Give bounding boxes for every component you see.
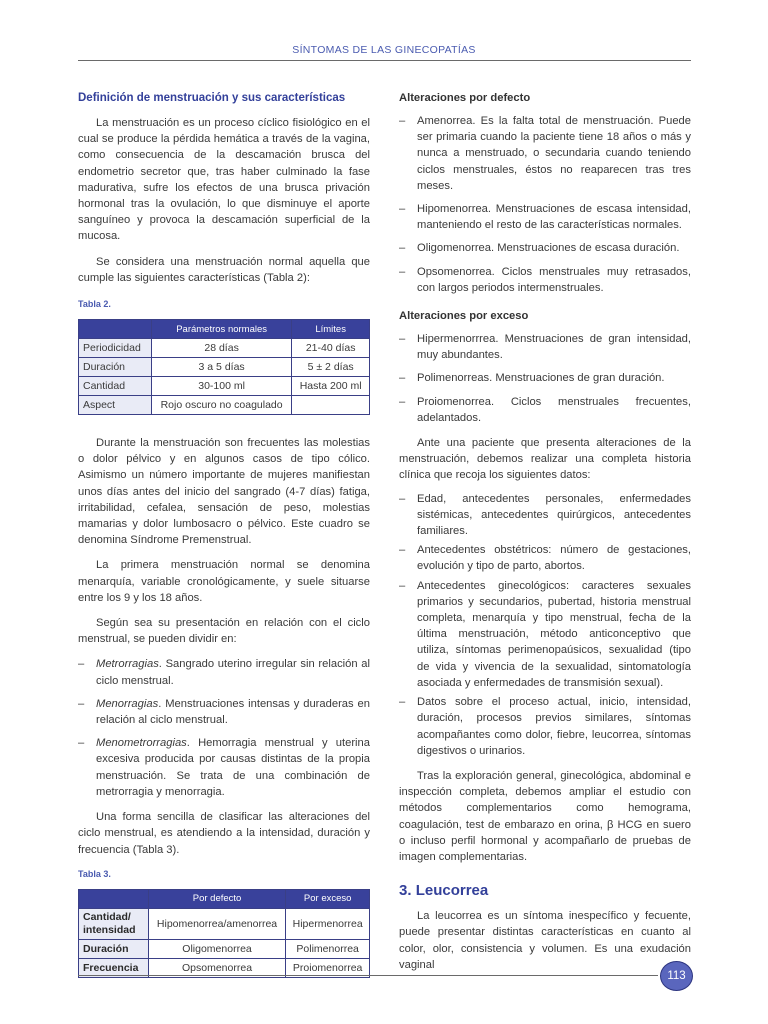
table-cell: Hasta 200 ml: [292, 377, 370, 396]
paragraph: Según sea su presentación en relación con el ciclo menstrual, se pueden dividir en:: [78, 617, 370, 646]
list-item: – Proiomenorrea. Ciclos menstruales frecuentes, adelantados.: [399, 395, 691, 424]
definition-heading: Definición de menstruación y sus características: [78, 92, 346, 104]
paragraph: Durante la menstruación son frecuentes las molestias o dolor pélvico y en algunos casos de tipo cólico. Asimismo un número importante de mujeres manifiestan unos días antes del inicio del sangrado (4-7 días) fatiga, irritabilidad, cefalea, sensación de peso, molestias mamarias y dolor lumbosacro o pélvico. Este cuadro se denomina Síndrome Premenstrual.: [78, 437, 370, 547]
table-cell: Aspect: [79, 396, 152, 415]
list-item: – Opsomenorrea. Ciclos menstruales muy retrasados, con largos periodos intermenstruales.: [399, 265, 691, 294]
table-header-row: [79, 889, 370, 908]
table-row: [79, 377, 370, 396]
list-item: – Hipomenorrea. Menstruaciones de escasa intensidad, manteniendo el resto de las características normales.: [399, 203, 691, 232]
page-number-badge: 113: [660, 961, 693, 991]
running-header: SÍNTOMAS DE LAS GINECOPATÍAS: [292, 44, 476, 56]
left-column: [78, 92, 370, 978]
table-cell: Polimenorrea: [286, 939, 370, 958]
list-item: – Polimenorreas. Menstruaciones de gran duración.: [399, 372, 665, 385]
section-title: [399, 882, 691, 899]
paragraph: Ante una paciente que presenta alteraciones de la menstruación, debemos realizar una completa historia clínica que recoja los siguientes datos:: [399, 437, 691, 482]
table-3: [78, 889, 370, 978]
paragraph: La leucorrea es un síntoma inespecífico y fecuente, puede presentar distintas características en cuanto al color, olor, consistencia y volumen. Es una exudación vaginal: [399, 910, 691, 971]
list-item: – Edad, antecedentes personales, enfermedades sistémicas, antecedentes quirúrgicos, antecedentes familiares.: [399, 492, 691, 538]
defecto-heading: Alteraciones por defecto: [399, 92, 531, 104]
table-cell: 30-100 ml: [151, 377, 291, 396]
table-cell: Opsomenorrea: [148, 958, 286, 977]
table-header-cell: Límites: [292, 320, 370, 339]
table-header-cell: Parámetros normales: [151, 320, 291, 339]
table-3-label: Tabla 3.: [78, 868, 111, 879]
list-item: – Antecedentes ginecológicos: caracteres sexuales primarios y secundarios, pubertad, historia menstrual completa, menarquía y tipo menstrual, fecha de la última menstruación, método anticonceptivo que utiliza, síntomas perimenopaúsicos, sexualidad (tipo de vida y vivencia de la sexualidad, sintomatología asociada y enfermedades de transmisión sexual).: [399, 579, 691, 689]
list-item: – Amenorrea. Es la falta total de menstruación. Puede ser primaria cuando la paciente tiene 18 años o más y nunca a menstruado, o secundaria cuando teniendo ciclos menstruales, éstos no reaparecen tras tres meses.: [399, 115, 691, 192]
paragraph: La menstruación es un proceso cíclico fisiológico en el cual se produce la pérdida hemática a través de la vagina, como consecuencia de la descamación brusca del endometrio secretor que, tras haber culminado la fase madurativa, sufre los efectos de una brusca privación hormonal tras la ovulación, lo que disminuye el aporte sanguíneo y provoca la descamación superficial de la mucosa.: [78, 117, 370, 243]
table-row: [79, 939, 370, 958]
section-title-text: Leucorrea: [415, 882, 489, 900]
exceso-heading: Alteraciones por exceso: [399, 310, 529, 323]
table-cell: Cantidad: [79, 377, 152, 396]
header-rule: [78, 60, 691, 61]
table-row: [79, 339, 370, 358]
paragraph: Tras la exploración general, ginecológica, abdominal e inspección completa, debemos ampliar el estudio con métodos complementarios como hemograma, coagulación, test de embarazo en orina, β HCG en suero o incluso perfil hormonal y acompañarlo de pruebas de imagen complementarias.: [399, 769, 691, 863]
table-row: [79, 358, 370, 377]
table-cell: Duración: [79, 358, 152, 377]
table-cell: Rojo oscuro no coagulado: [151, 396, 291, 415]
table-cell: Duración: [79, 939, 149, 958]
table-header-cell: [79, 320, 152, 339]
classification-list: [78, 656, 370, 800]
paragraph: La primera menstruación normal se denomina menarquía, variable cronológicamente, y suele situarse entre los 9 y los 18 años.: [78, 559, 370, 604]
right-column: [399, 92, 691, 973]
table-header-cell: [79, 889, 149, 908]
table-cell: Periodicidad: [79, 339, 152, 358]
table-row: [79, 908, 370, 939]
list-item: – Hipermenorrrea. Menstruaciones de gran intensidad, muy abundantes.: [399, 333, 691, 362]
table-cell: Proiomenorrea: [286, 958, 370, 977]
list-item: – Antecedentes obstétricos: número de gestaciones, evolución y tipo de parto, abortos.: [399, 544, 691, 573]
table-cell: 3 a 5 días: [151, 358, 291, 377]
table-header-row: [79, 320, 370, 339]
table-cell: Frecuencia: [79, 958, 149, 977]
list-item: – Menometrorragias. Hemorragia menstrual y uterina excesiva producida por causas distintas de la propia menstruación. Se trata de una combinación de metrorragia y menorragia.: [78, 737, 370, 798]
list-item: – Oligomenorrea. Menstruaciones de escasa duración.: [399, 242, 680, 255]
table-cell: [292, 396, 370, 415]
paragraph: Una forma sencilla de clasificar las alteraciones del ciclo menstrual, es atendiendo a la intensidad, duración y frecuencia (Tabla 3).: [78, 811, 370, 856]
table-cell: 21-40 días: [292, 339, 370, 358]
table-cell: Oligomenorrea: [148, 939, 286, 958]
table-header-cell: Por defecto: [148, 889, 286, 908]
table-2-label: Tabla 2.: [78, 299, 111, 310]
table-cell: Hipomenorrea/amenorrea: [148, 908, 286, 939]
table-row: [79, 396, 370, 415]
paragraph: Se considera una menstruación normal aquella que cumple las siguientes características (Tabla 2):: [78, 255, 370, 284]
list-item: – Metrorragias. Sangrado uterino irregular sin relación al ciclo menstrual.: [78, 658, 370, 687]
exceso-list: [399, 331, 691, 426]
table-2: [78, 319, 370, 415]
list-item: – Datos sobre el proceso actual, inicio, intensidad, duración, procesos previos similares, síntomas acompañantes como dolor, fiebre, leucorrea, síntomas digestivos o urinarios.: [399, 696, 691, 757]
table-cell: Hipermenorrea: [286, 908, 370, 939]
table-cell: Cantidad/ intensidad: [79, 908, 149, 939]
footer-rule: [78, 975, 658, 976]
section-number: 3.: [399, 882, 412, 900]
defecto-list: [399, 113, 691, 296]
table-cell: 28 días: [151, 339, 291, 358]
list-item: – Menorragias. Menstruaciones intensas y duraderas en relación al ciclo menstrual.: [78, 697, 370, 727]
table-header-cell: Por exceso: [286, 889, 370, 908]
datos-list: [399, 491, 691, 759]
table-cell: 5 ± 2 días: [292, 358, 370, 377]
